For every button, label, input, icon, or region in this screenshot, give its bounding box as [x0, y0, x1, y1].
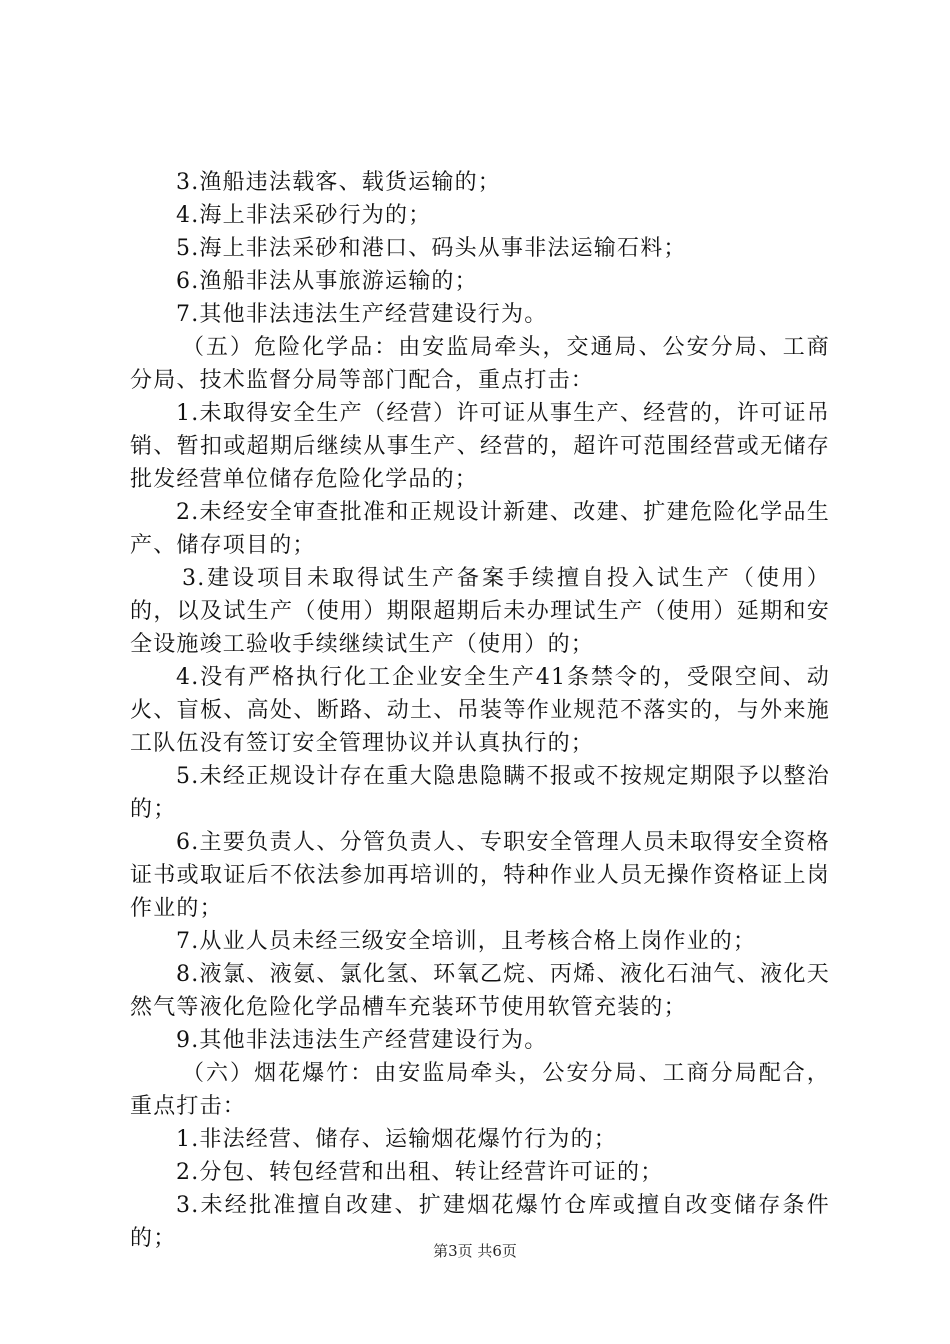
- paragraph: 1.非法经营、储存、运输烟花爆竹行为的；: [176, 1127, 617, 1152]
- section-heading-paragraph: （六）烟花爆竹：由安监局牵头，公安分局、工商分局配合，重点打击：: [130, 1061, 830, 1119]
- paragraph: 7.从业人员未经三级安全培训，且考核合格上岗作业的；: [176, 929, 757, 954]
- page-number-footer: 第3页 共6页: [433, 1242, 517, 1260]
- paragraph: 4.没有严格执行化工企业安全生产41条禁令的，受限空间、动火、盲板、高处、断路、动土、吊装等作业规范不落实的，与外来施工队伍没有签订安全管理协议并认真执行的；: [130, 665, 830, 756]
- paragraph: 6.主要负责人、分管负责人、专职安全管理人员未取得安全资格证书或取证后不依法参加再培训的，特种作业人员无操作资格证上岗作业的；: [130, 830, 830, 921]
- paragraph: 5.海上非法采砂和港口、码头从事非法运输石料；: [176, 236, 687, 261]
- paragraph: 2.未经安全审查批准和正规设计新建、改建、扩建危险化学品生产、储存项目的；: [130, 500, 830, 558]
- paragraph: 1.未取得安全生产（经营）许可证从事生产、经营的，许可证吊销、暂扣或超期后继续从事生产、经营的，超许可范围经营或无储存批发经营单位储存危险化学品的；: [130, 401, 830, 492]
- paragraph: 6.渔船非法从事旅游运输的；: [176, 269, 478, 294]
- paragraph: 5.未经正规设计存在重大隐患隐瞒不报或不按规定期限予以整治的；: [130, 764, 830, 822]
- paragraph: 9.其他非法违法生产经营建设行为。: [176, 1028, 548, 1053]
- paragraph: 3.建设项目未取得试生产备案手续擅自投入试生产（使用）的，以及试生产（使用）期限超期后未办理试生产（使用）延期和安全设施竣工验收手续继续试生产（使用）的；: [130, 566, 830, 657]
- document-body: [130, 166, 830, 1255]
- paragraph: 3.渔船违法载客、载货运输的；: [176, 170, 501, 195]
- paragraph: 3.未经批准擅自改建、扩建烟花爆竹仓库或擅自改变储存条件的；: [130, 1193, 830, 1251]
- section-heading-paragraph: （五）危险化学品：由安监局牵头，交通局、公安分局、工商分局、技术监督分局等部门配合，重点打击：: [130, 335, 830, 393]
- paragraph: 8.液氯、液氨、氯化氢、环氧乙烷、丙烯、液化石油气、液化天然气等液化危险化学品槽车充装环节使用软管充装的；: [130, 962, 830, 1020]
- paragraph: 4.海上非法采砂行为的；: [176, 203, 432, 228]
- paragraph: 7.其他非法违法生产经营建设行为。: [176, 302, 548, 327]
- paragraph: 2.分包、转包经营和出租、转让经营许可证的；: [176, 1160, 664, 1185]
